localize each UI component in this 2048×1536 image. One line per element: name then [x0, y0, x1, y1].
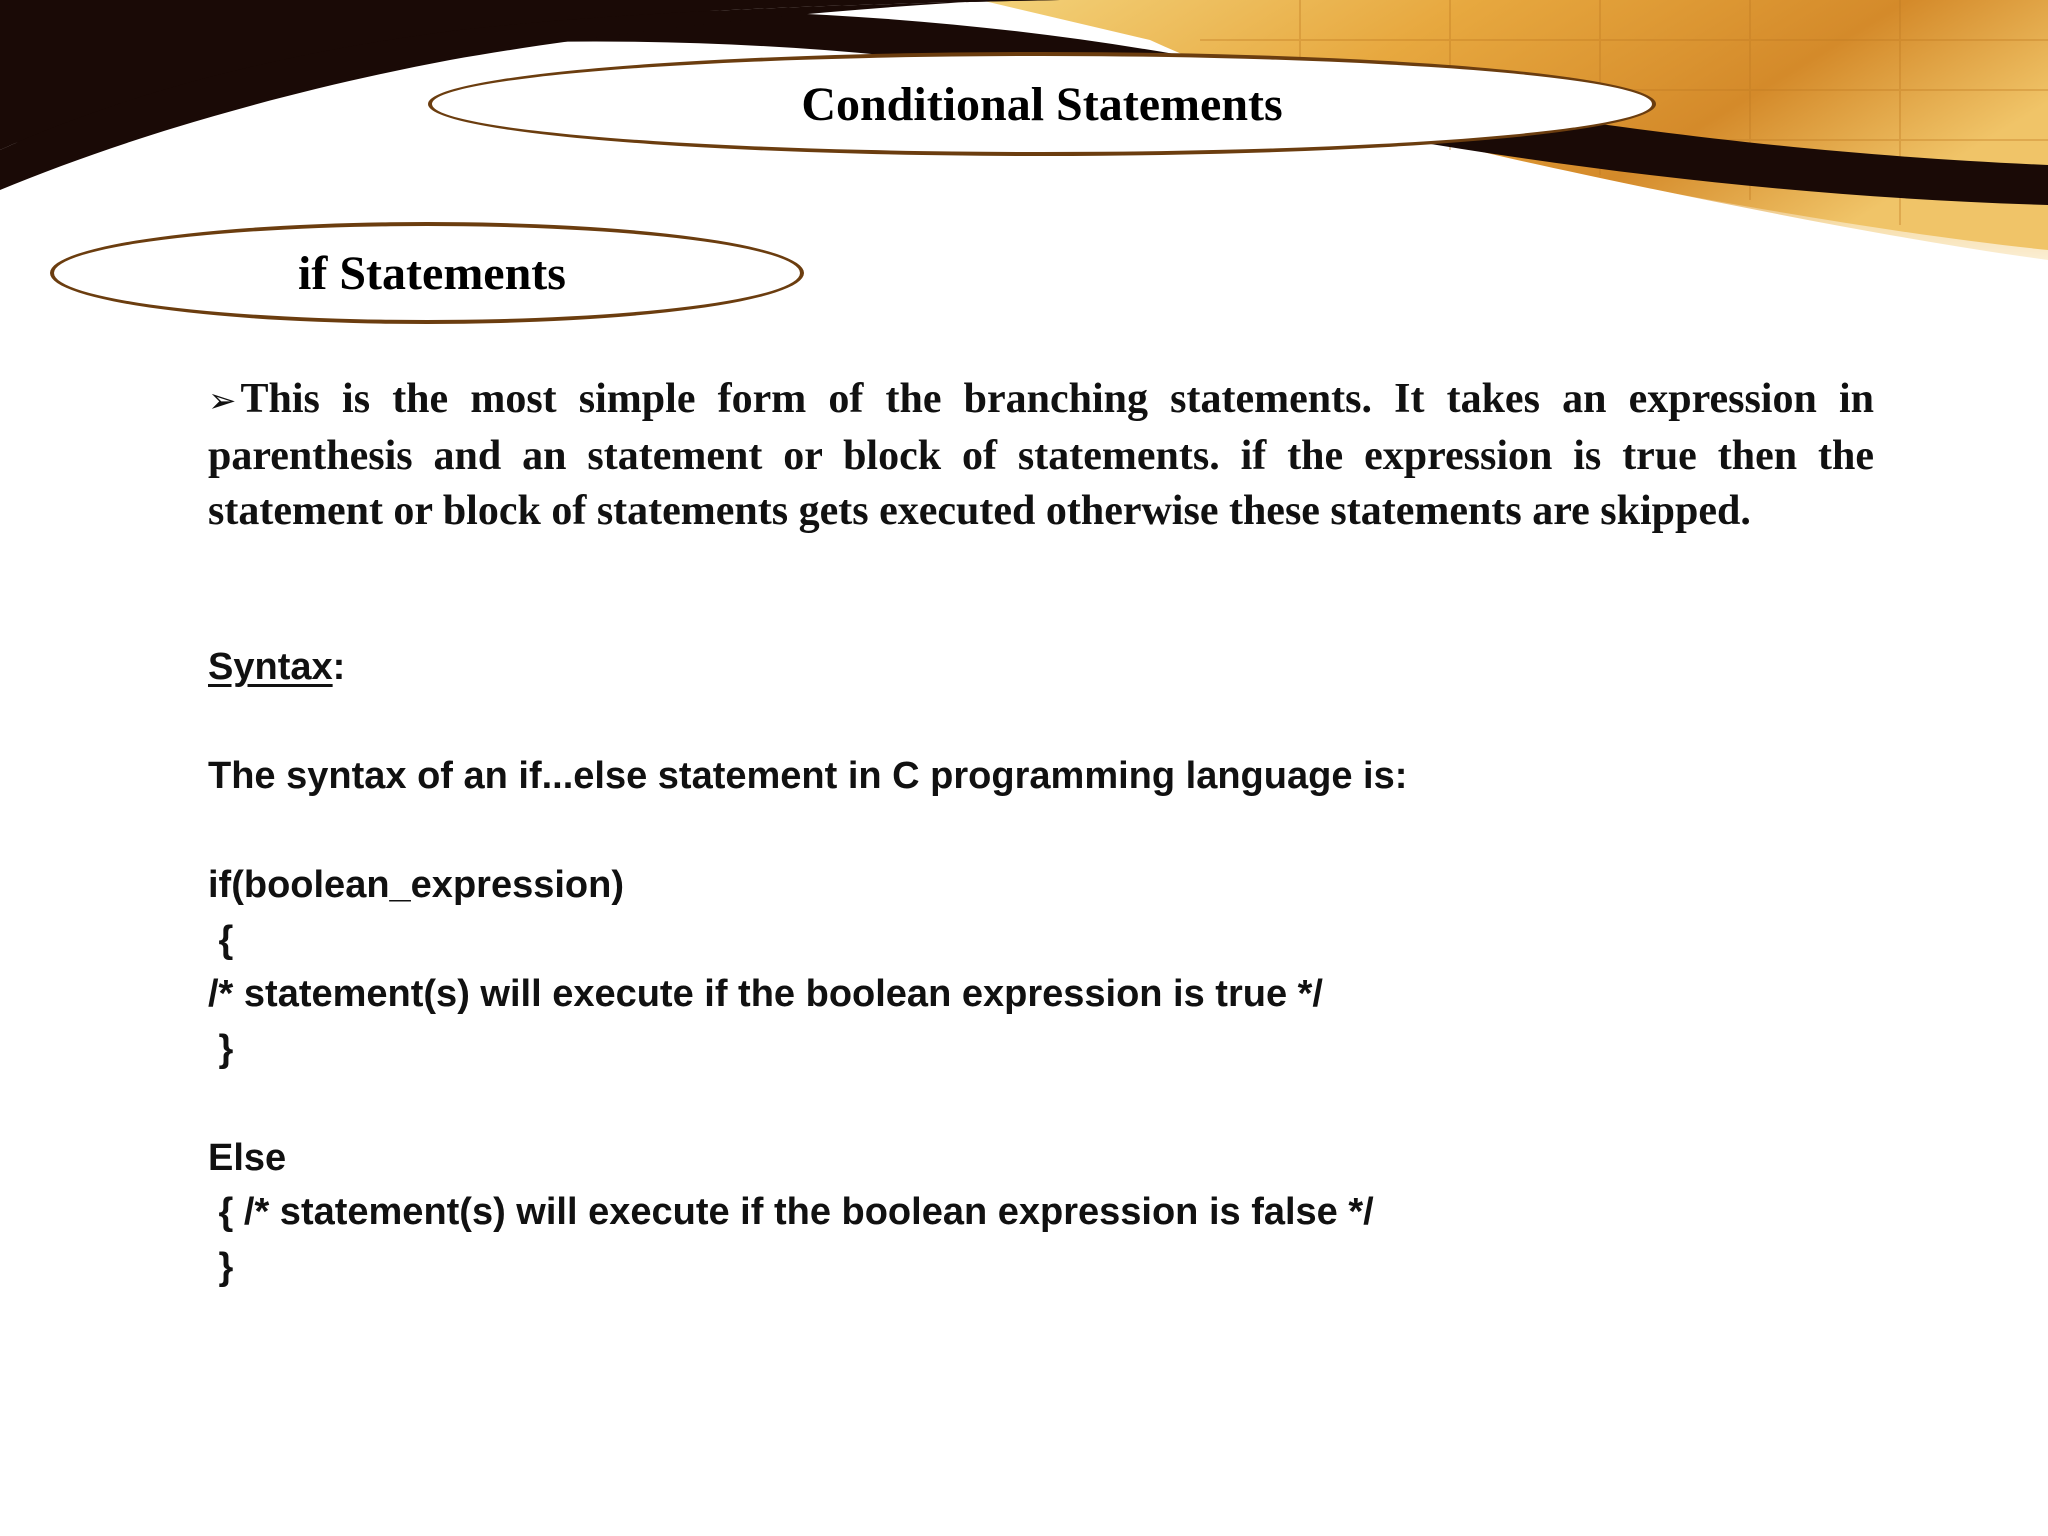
blank-line	[208, 695, 1908, 750]
intro-paragraph	[208, 372, 1874, 539]
slide-title: Conditional Statements	[801, 77, 1283, 131]
code-open-brace: {	[208, 918, 234, 961]
blank-line	[208, 1076, 1908, 1131]
syntax-block	[208, 640, 1908, 1294]
syntax-colon: :	[332, 646, 346, 688]
syntax-heading	[208, 640, 1908, 695]
syntax-intro: The syntax of an if...else statement in C programming language is:	[208, 755, 1408, 797]
code-if-line: if(boolean_expression)	[208, 864, 624, 906]
title-oval	[428, 52, 1656, 156]
code-false-comment: { /* statement(s) will execute if the boolean expression is false */	[208, 1191, 1374, 1233]
intro-text: This is the most simple form of the branching statements. It takes an expression in parenthesis and an statement or block of statements. if the expression is true then the statement or block of statements gets executed otherwise these statements are skipped.	[208, 376, 1874, 534]
code-close-brace-2: }	[208, 1245, 234, 1288]
code-else-line: Else	[208, 1136, 287, 1179]
syntax-label: Syntax	[208, 646, 333, 688]
blank-line	[208, 804, 1908, 859]
code-true-comment: /* statement(s) will execute if the boolean expression is true */	[208, 973, 1323, 1015]
code-close-brace: }	[208, 1027, 234, 1070]
section-oval	[50, 222, 804, 324]
section-title: if Statements	[298, 246, 566, 300]
arrow-bullet-icon: ➢	[208, 381, 237, 421]
